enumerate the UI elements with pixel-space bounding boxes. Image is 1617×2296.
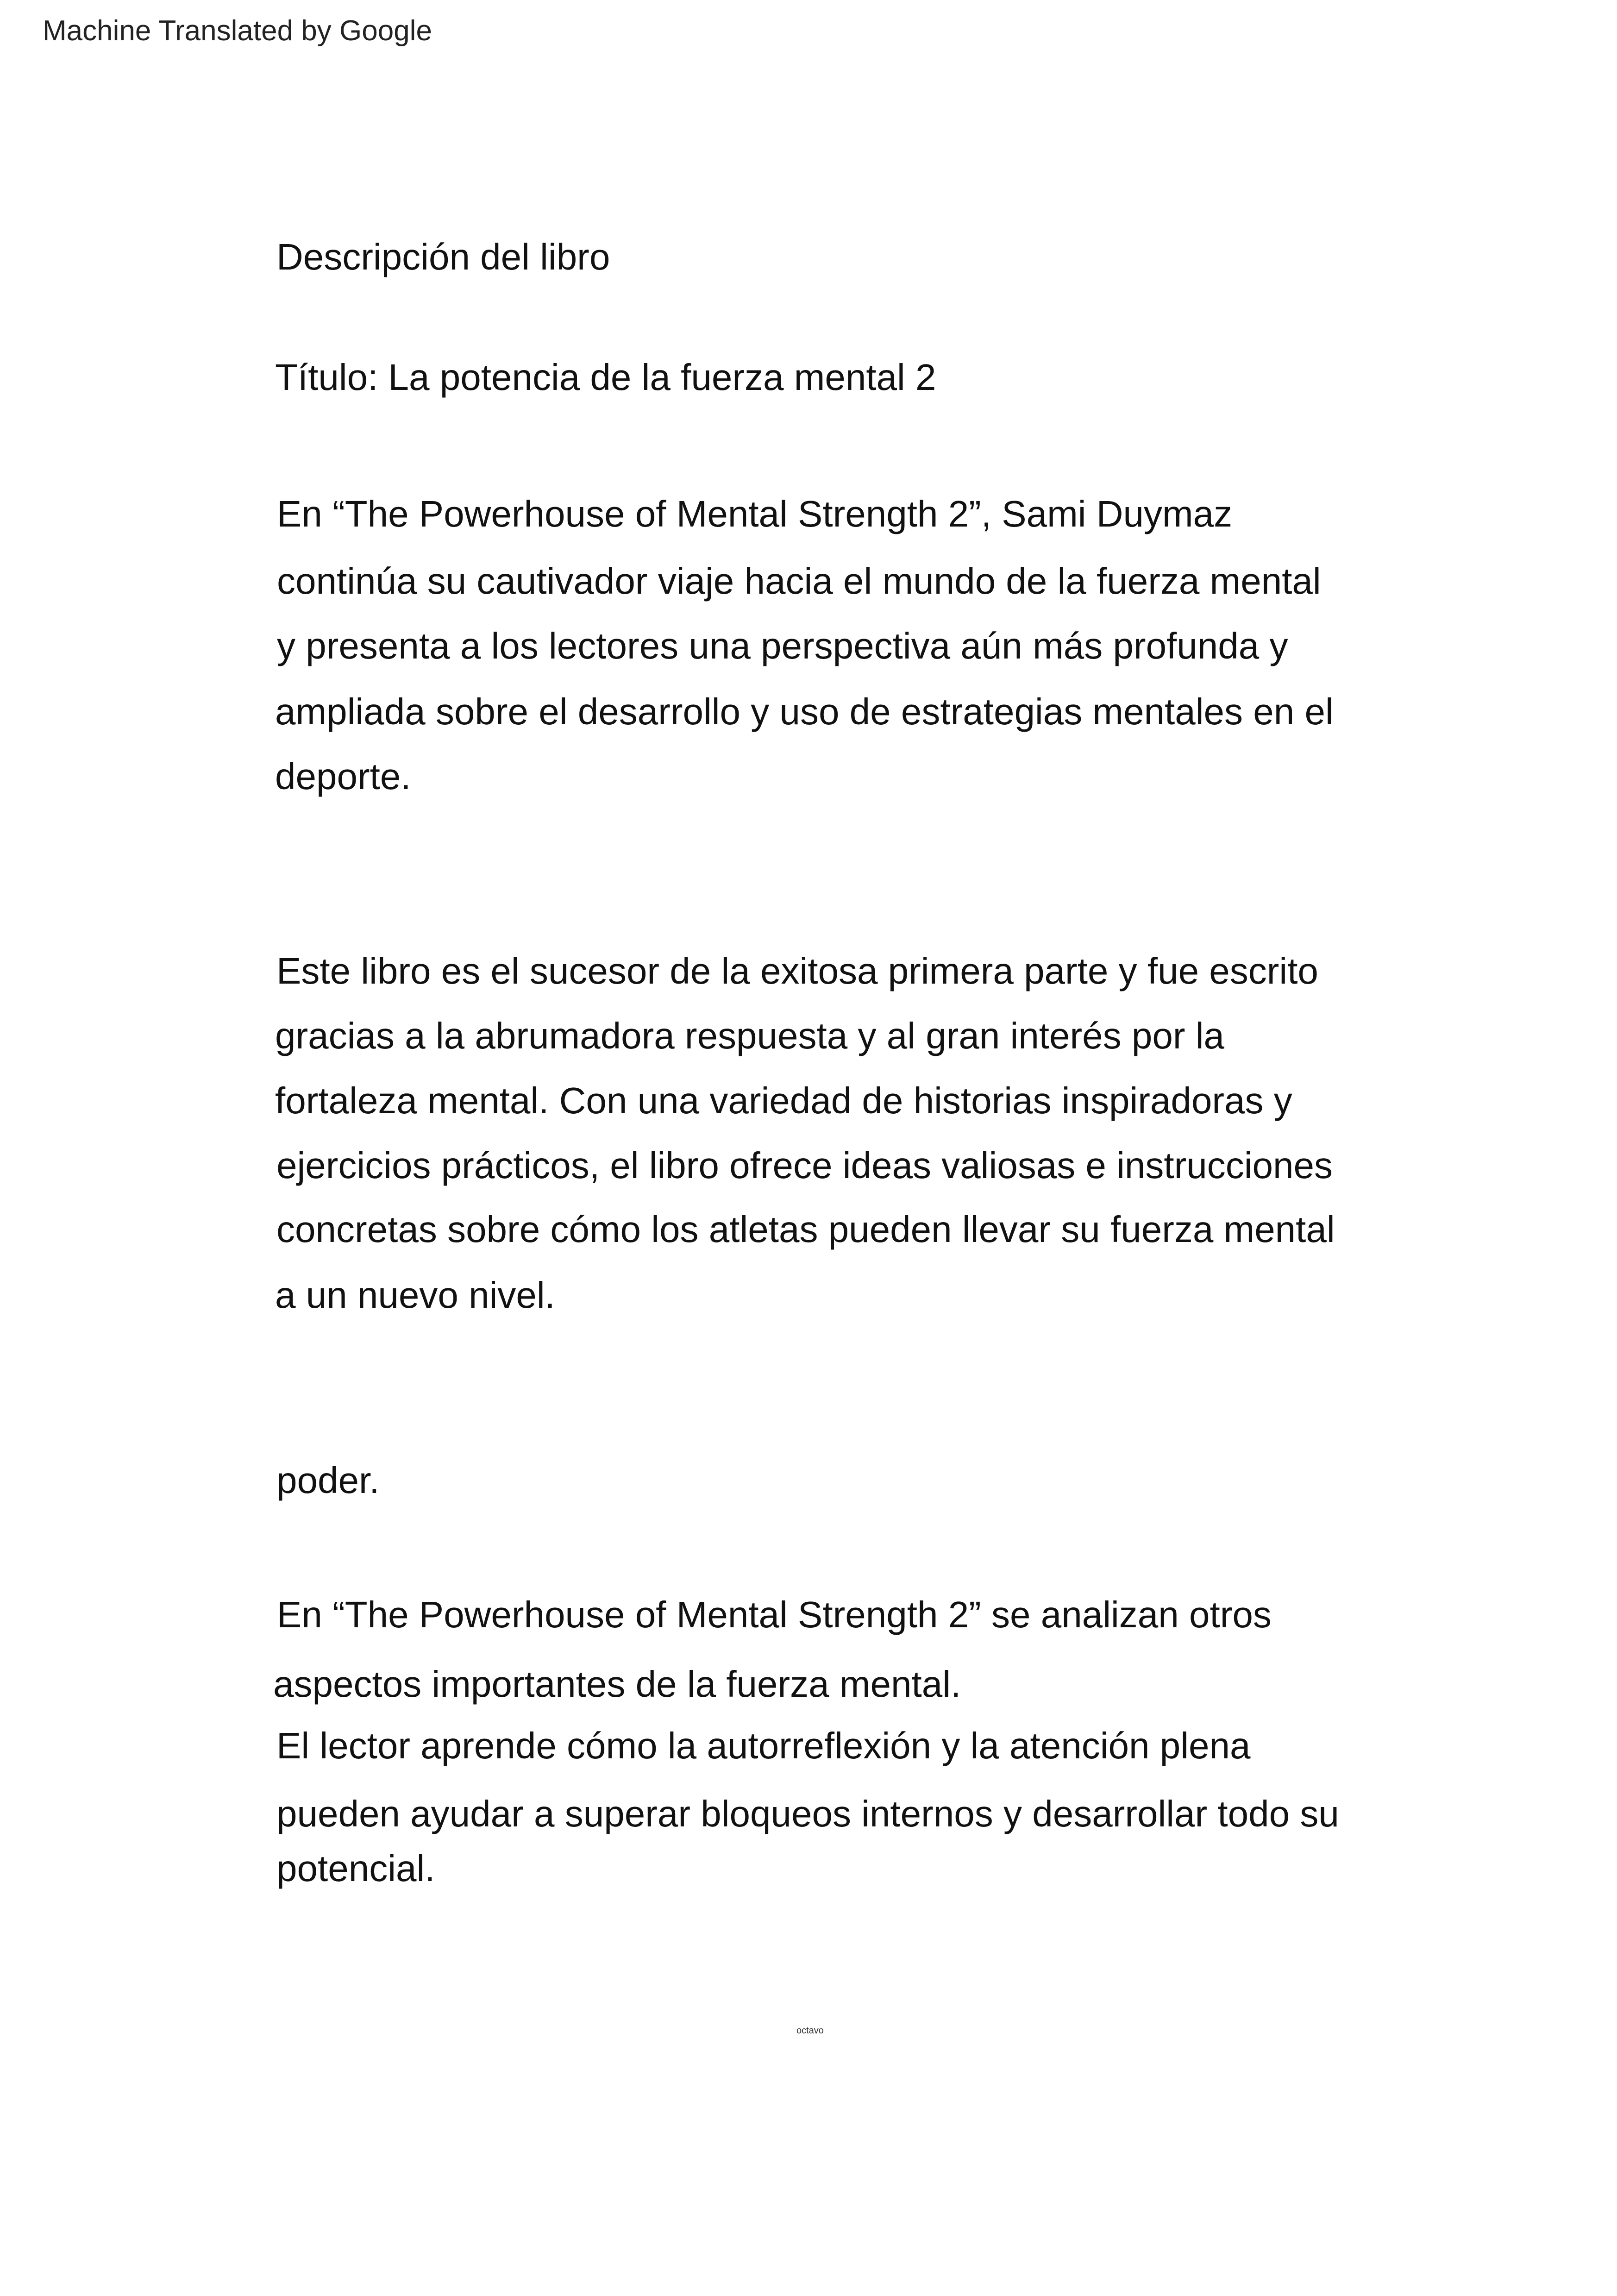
paragraph-line: y presenta a los lectores una perspectiva aún más profunda y <box>277 625 1288 666</box>
paragraph-line: pueden ayudar a superar bloqueos internos y desarrollar todo su <box>276 1793 1339 1834</box>
paragraph-line: potencial. <box>276 1848 435 1889</box>
section-heading: Descripción del libro <box>276 236 610 277</box>
paragraph-line: fortaleza mental. Con una variedad de historias inspiradoras y <box>275 1080 1292 1121</box>
paragraph-line: a un nuevo nivel. <box>275 1274 555 1316</box>
page-number-label: octavo <box>796 2026 824 2036</box>
paragraph-line: ejercicios prácticos, el libro ofrece ideas valiosas e instrucciones <box>276 1145 1333 1186</box>
paragraph-line: El lector aprende cómo la autorreflexión y la atención plena <box>276 1725 1251 1766</box>
paragraph-line: continúa su cautivador viaje hacia el mundo de la fuerza mental <box>277 560 1321 602</box>
paragraph-line: concretas sobre cómo los atletas pueden llevar su fuerza mental <box>276 1209 1335 1250</box>
paragraph-line: poder. <box>276 1460 380 1501</box>
paragraph-line: En “The Powerhouse of Mental Strength 2” se analizan otros <box>277 1594 1272 1635</box>
machine-translation-watermark: Machine Translated by Google <box>43 15 432 47</box>
paragraph-line: Este libro es el sucesor de la exitosa primera parte y fue escrito <box>276 950 1318 991</box>
book-title-line: Título: La potencia de la fuerza mental 2 <box>275 357 936 398</box>
paragraph-line: deporte. <box>275 756 411 797</box>
paragraph-line: gracias a la abrumadora respuesta y al gran interés por la <box>275 1015 1224 1056</box>
paragraph-line: aspectos importantes de la fuerza mental. <box>273 1663 961 1705</box>
paragraph-line: En “The Powerhouse of Mental Strength 2”, Sami Duymaz <box>277 493 1233 534</box>
paragraph-line: ampliada sobre el desarrollo y uso de estrategias mentales en el <box>275 691 1334 732</box>
